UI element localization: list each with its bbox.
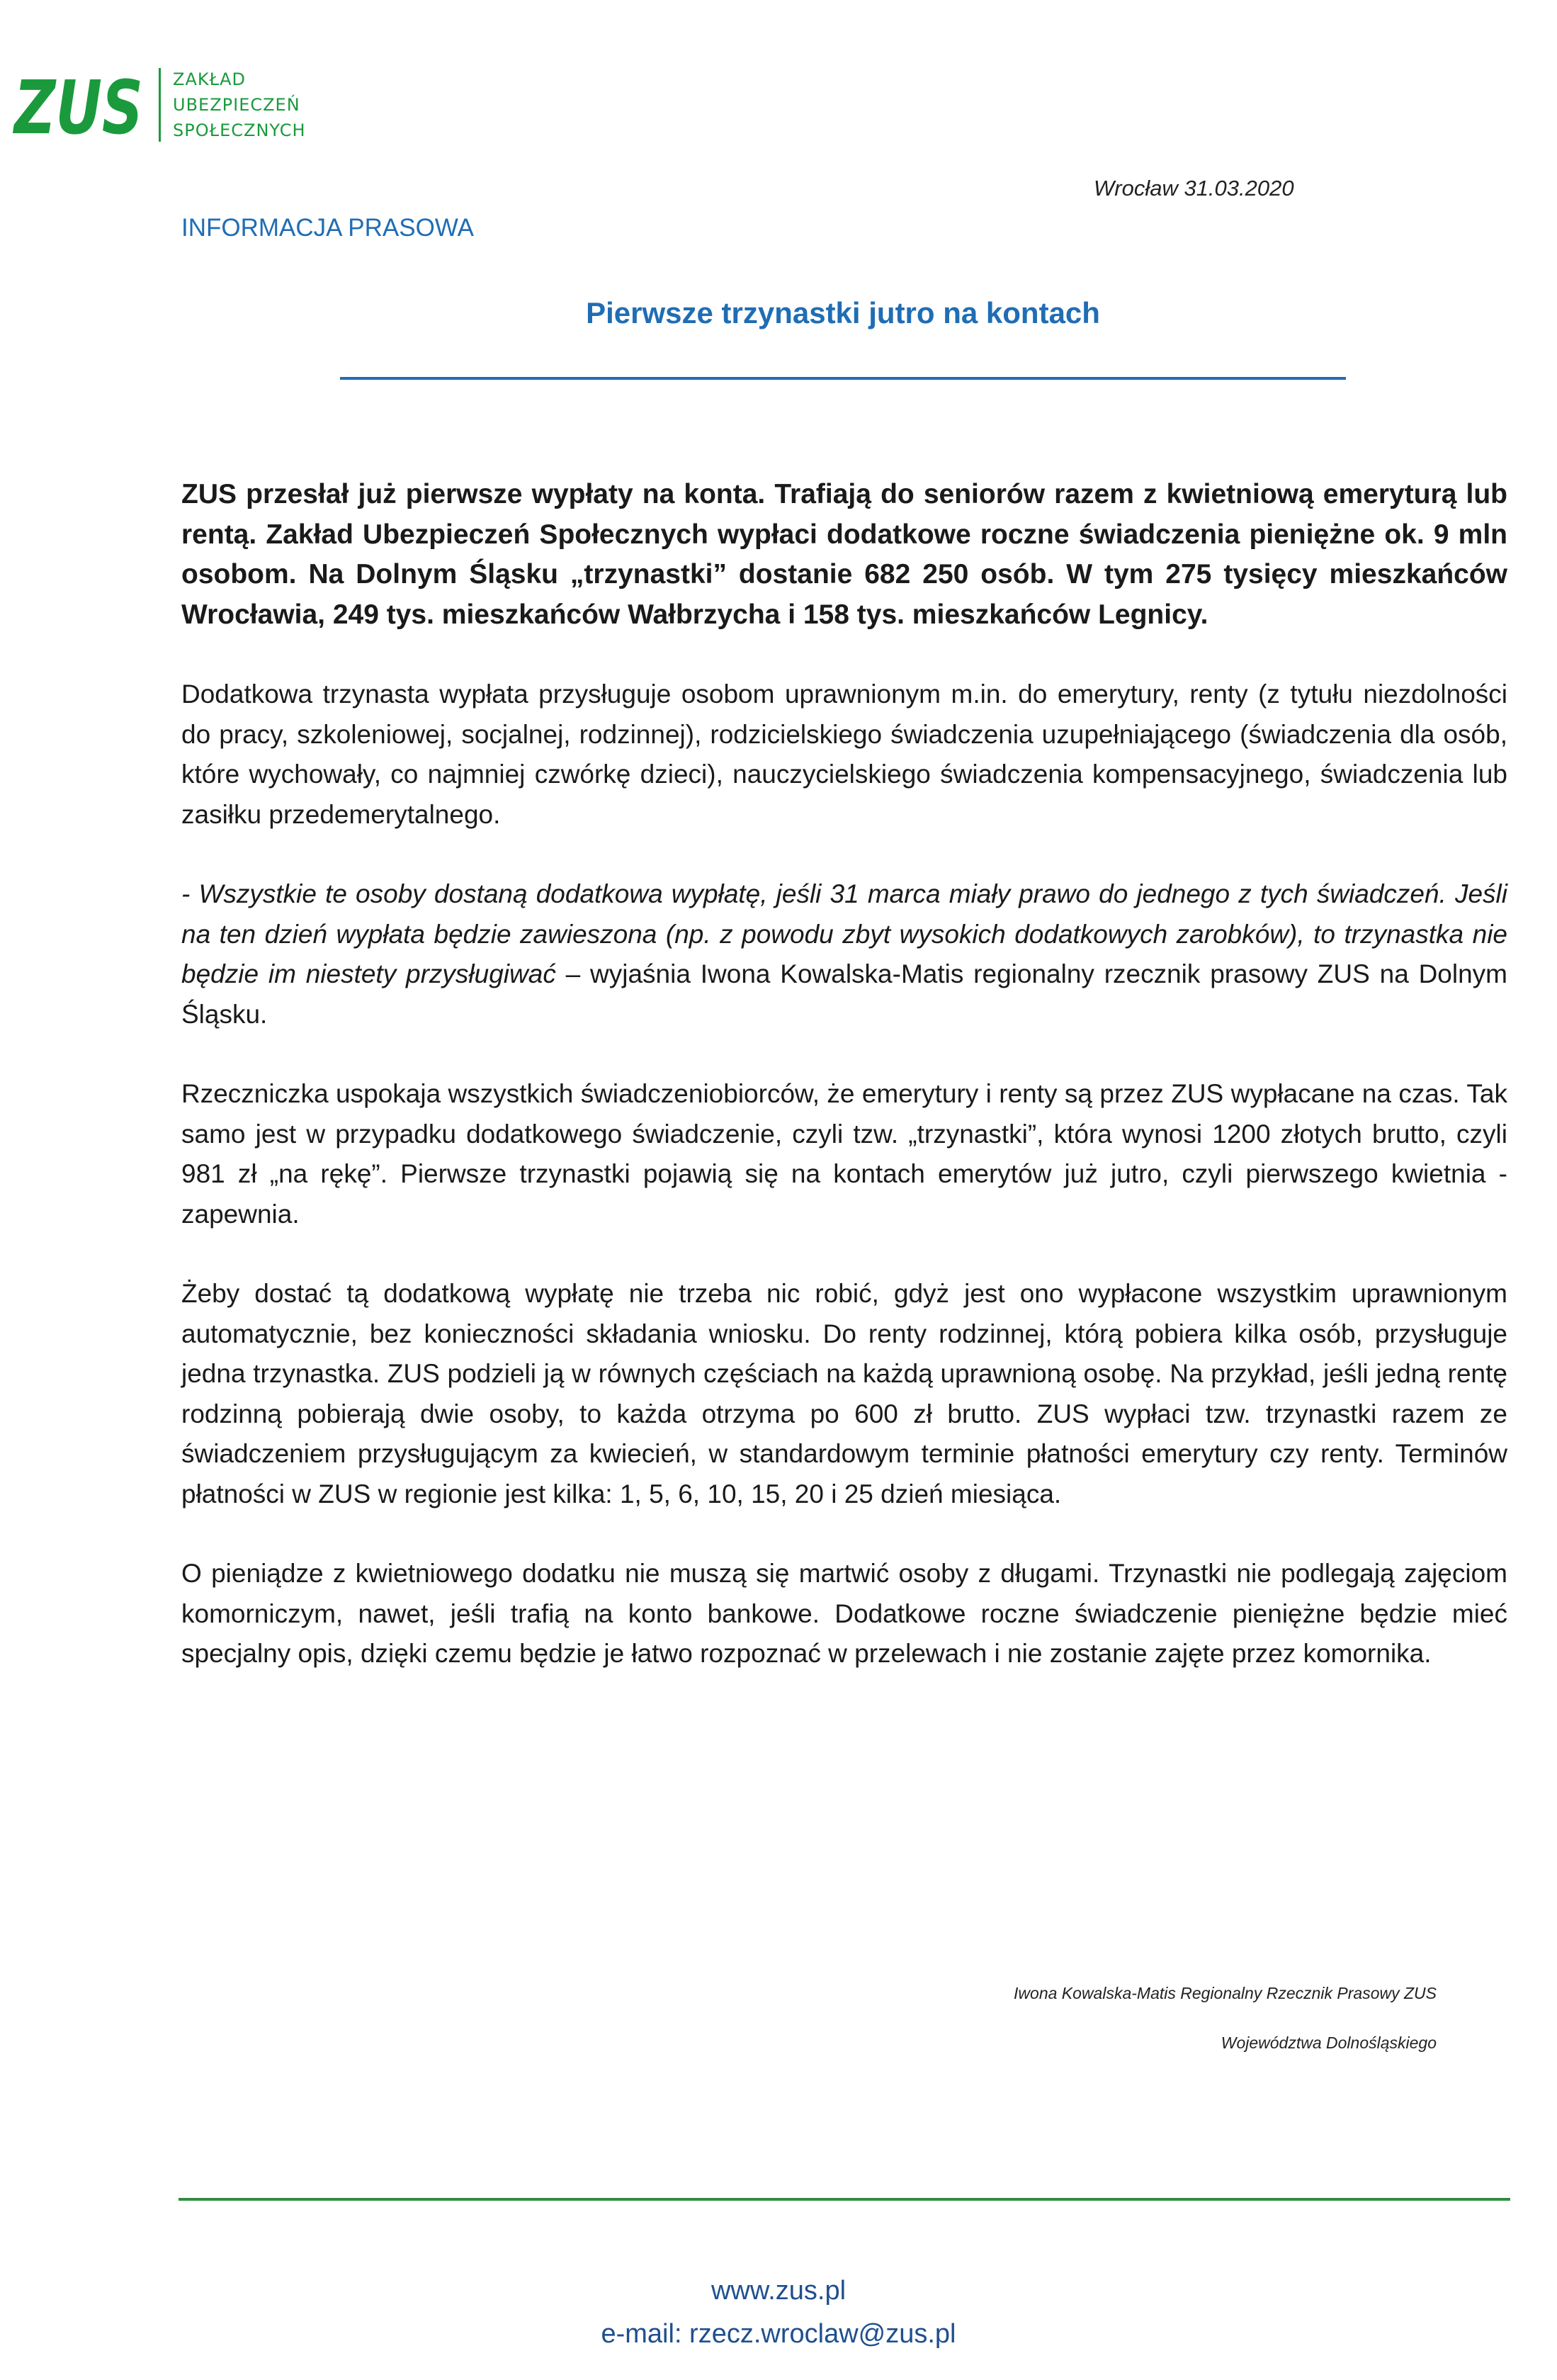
article-body [181,475,1507,1714]
logo-wordmark [173,67,324,143]
press-date: Wrocław 31.03.2020 [1094,176,1294,201]
zus-logo-mark [12,64,154,151]
paragraph-debt: O pieniądze z kwietniowego dodatku nie muszą się martwić osoby z długami. Trzynastki nie podlegają zajęciom komorniczym, nawet, jeśli trafią na konto bankowe. Dodatkowe roczne świadczenie pieniężne będzie mieć specjalny opis, dzięki czemu będzie je łatwo rozpoznać w przelewach i nie zostanie zajęte przez komornika. [181,1559,1507,1668]
logo-divider [159,68,161,142]
logo-line-1: ZAKŁAD [173,69,246,89]
paragraph-spokeswoman: Rzeczniczka uspokaja wszystkich świadczeniobiorców, że emerytury i renty są przez ZUS wypłacane na czas. Tak samo jest w przypadku dodatkowego świadczenie, czyli tzw. „trzynastki”, która wynosi 1200 złotych brutto, czyli 981 zł „na rękę”. Pierwsze trzynastki pojawią się na kontach emerytów już jutro, czyli pierwszego kwietnia - zapewnia. [181,1079,1507,1229]
logo-line-3: SPOŁECZNYCH [173,120,306,140]
quote-attribution: – wyjaśnia Iwona Kowalska-Matis regionalny rzecznik prasowy ZUS na Dolnym Śląsku. [181,959,1507,1029]
lead-paragraph: ZUS przesłał już pierwsze wypłaty na konta. Trafiają do seniorów razem z kwietniową emeryturą lub rentą. Zakład Ubezpieczeń Społecznych wypłaci dodatkowe roczne świadczenia pieniężne ok. 9 mln osobom. Na Dolnym Śląsku „trzynastki” dostanie 682 250 osób. W tym 275 tysięcy mieszkańców Wrocławia, 249 tys. mieszkańców Wałbrzycha i 158 tys. mieszkańców Legnicy. [181,479,1507,630]
email-link[interactable]: e-mail: rzecz.wroclaw@zus.pl [601,2319,956,2349]
page-title: Pierwsze trzynastki jutro na kontach [586,296,1100,329]
logo-line-2: UBEZPIECZEŃ [173,95,300,115]
headline-underline [340,377,1346,380]
svg-text:ZUS: ZUS [12,64,144,151]
footer-divider [179,2198,1510,2201]
paragraph-automatic-payment: Żeby dostać tą dodatkową wypłatę nie trzeba nic robić, gdyż jest ono wypłacone wszystkim uprawnionym automatycznie, bez konieczności składania wniosku. Do renty rodzinnej, którą pobiera kilka osób, przysługuje jedna trzynastka. ZUS podzieli ją w równych częściach na każdą uprawnioną osobę. Na przykład, jeśli jedną rentę rodzinną pobierają dwie osoby, to każda otrzyma po 600 zł brutto. ZUS wypłaci tzw. trzynastki razem ze świadczeniem przysługującym za kwiecień, w standardowym terminie płatności emerytury czy renty. Terminów płatności w ZUS w regionie jest kilka: 1, 5, 6, 10, 15, 20 i 25 dzień miesiąca. [181,1279,1507,1508]
signature-name: Iwona Kowalska-Matis Regionalny Rzecznik Prasowy ZUS [1014,1984,1437,2002]
paragraph-eligibility: Dodatkowa trzynasta wypłata przysługuje osobom uprawnionym m.in. do emerytury, renty (z tytułu niezdolności do pracy, szkoleniowej, socjalnej, rodzinnej), rodzicielskiego świadczenia uzupełniającego (świadczenia dla osób, które wychowały, co najmniej czwórkę dzieci), nauczycielskiego świadczenia kompensacyjnego, świadczenia lub zasiłku przedemerytalnego. [181,679,1507,829]
zus-logo [12,64,324,151]
press-release-label: INFORMACJA PRASOWA [181,214,474,242]
website-link[interactable]: www.zus.pl [710,2276,847,2306]
signature-region: Województwa Dolnośląskiego [1221,2034,1437,2052]
paragraph-quote [181,874,1507,1034]
quote-text: - Wszystkie te osoby dostaną dodatkowa wypłatę, jeśli 31 marca miały prawo do jednego z tych świadczeń. Jeśli na ten dzień wypłata będzie zawieszona (np. z powodu zbyt wysokich dodatkowych zarobków), to trzynastka nie będzie im niestety przysługiwać [181,879,1507,988]
